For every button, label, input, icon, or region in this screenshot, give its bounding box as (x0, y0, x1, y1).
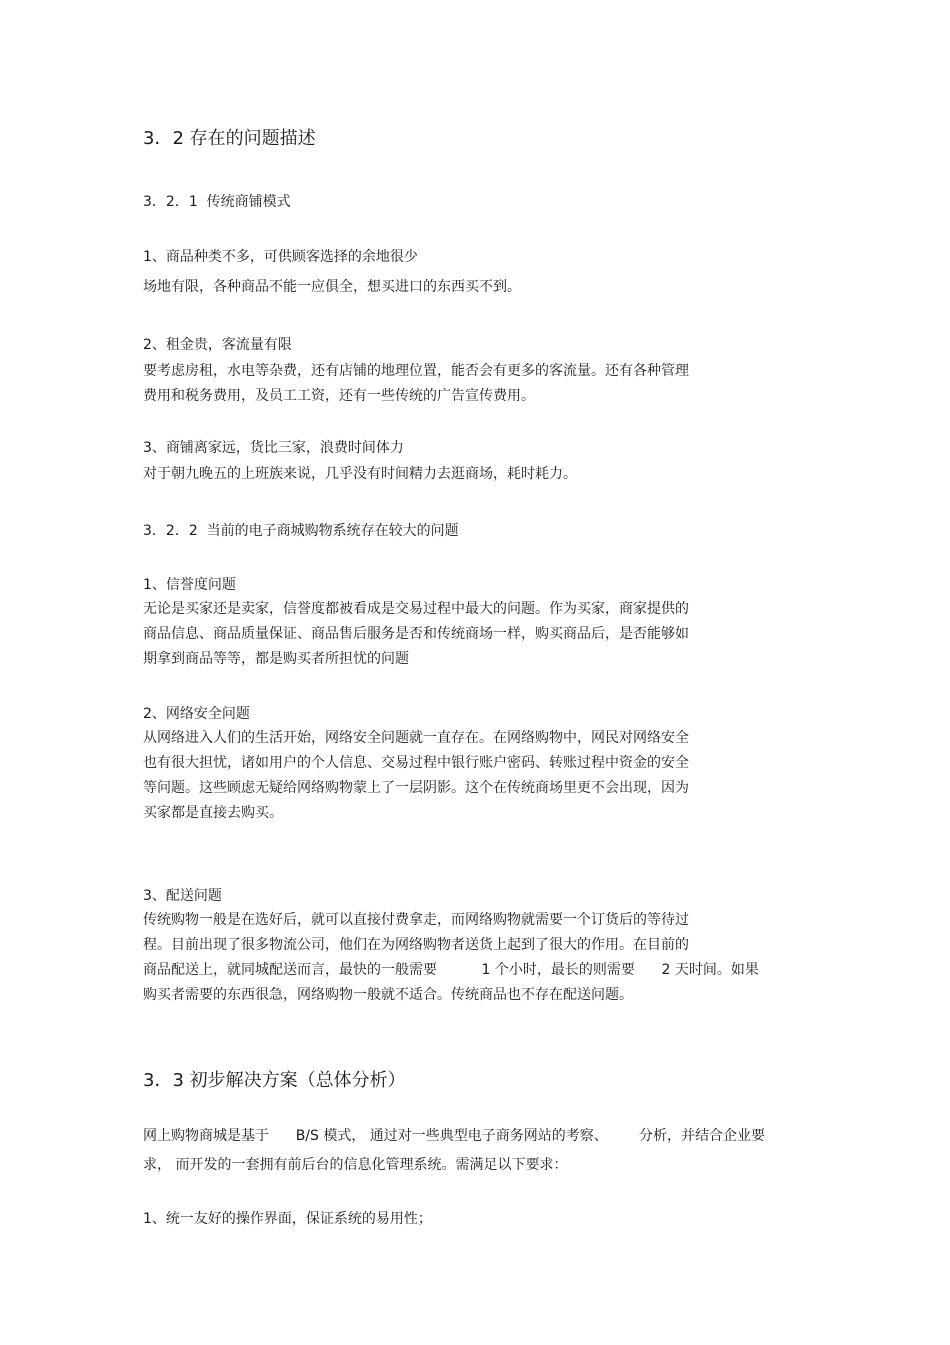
paragraph-line: 买家都是直接去购买。 (143, 805, 283, 821)
subsection-heading-3-2-1: 3．2．1 传统商铺模式 (143, 194, 291, 210)
subsection-heading-3-2-2: 3．2．2 当前的电子商城购物系统存在较大的问题 (143, 523, 459, 539)
paragraph-line: 传统购物一般是在选好后，就可以直接付费拿走，而网络购物就需要一个订货后的等待过 (143, 912, 689, 928)
paragraph-line: 从网络进入人们的生活开始，网络安全问题就一直存在。在网络购物中，网民对网络安全 (143, 730, 689, 746)
paragraph-line: 程。目前出现了很多物流公司，他们在为网络购物者送货上起到了很大的作用。在目前的 (143, 937, 689, 953)
requirement-item: 1、统一友好的操作界面，保证系统的易用性； (143, 1211, 432, 1227)
paragraph-line: 求， 而开发的一套拥有前后台的信息化管理系统。需满足以下要求： (143, 1157, 568, 1173)
paragraph-line: 场地有限，各种商品不能一应俱全，想买进口的东西买不到。 (143, 279, 521, 295)
paragraph-line: 等问题。这些顾虑无疑给网络购物蒙上了一层阴影。这个在传统商场里更不会出现，因为 (143, 780, 689, 796)
item-title: 2、网络安全问题 (143, 706, 250, 722)
section-heading-3-3: 3．3 初步解决方案（总体分析） (143, 1070, 406, 1091)
paragraph-line: 商品信息、商品质量保证、商品售后服务是否和传统商场一样，购买商品后，是否能够如 (143, 626, 689, 642)
paragraph-line: 也有很大担忧，诸如用户的个人信息、交易过程中银行账户密码、转账过程中资金的安全 (143, 755, 689, 771)
item-title: 3、配送问题 (143, 888, 222, 904)
paragraph-line: 对于朝九晚五的上班族来说，几乎没有时间精力去逛商场，耗时耗力。 (143, 466, 577, 482)
paragraph-line: 要考虑房租，水电等杂费，还有店铺的地理位置，能否会有更多的客流量。还有各种管理 (143, 363, 689, 379)
paragraph-line: 费用和税务费用，及员工工资，还有一些传统的广告宣传费用。 (143, 388, 535, 404)
item-title: 1、商品种类不多，可供顾客选择的余地很少 (143, 249, 418, 265)
paragraph-line: 无论是买家还是卖家，信誉度都被看成是交易过程中最大的问题。作为买家，商家提供的 (143, 601, 689, 617)
paragraph-line: 商品配送上，就同城配送而言，最快的一般需要 1 个小时，最长的则需要 2 天时间。如果 (143, 962, 759, 978)
item-title: 1、信誉度问题 (143, 577, 236, 593)
paragraph-line: 购买者需要的东西很急，网络购物一般就不适合。传统商品也不存在配送问题。 (143, 987, 633, 1003)
section-heading-3-2: 3．2 存在的问题描述 (143, 128, 316, 149)
item-title: 3、商铺离家远，货比三家，浪费时间体力 (143, 440, 404, 456)
paragraph-line: 网上购物商城是基于 B/S 模式， 通过对一些典型电子商务网站的考察、 分析，并结合企业要 (143, 1128, 765, 1144)
paragraph-line: 期拿到商品等等，都是购买者所担忧的问题 (143, 651, 409, 667)
item-title: 2、租金贵，客流量有限 (143, 337, 292, 353)
